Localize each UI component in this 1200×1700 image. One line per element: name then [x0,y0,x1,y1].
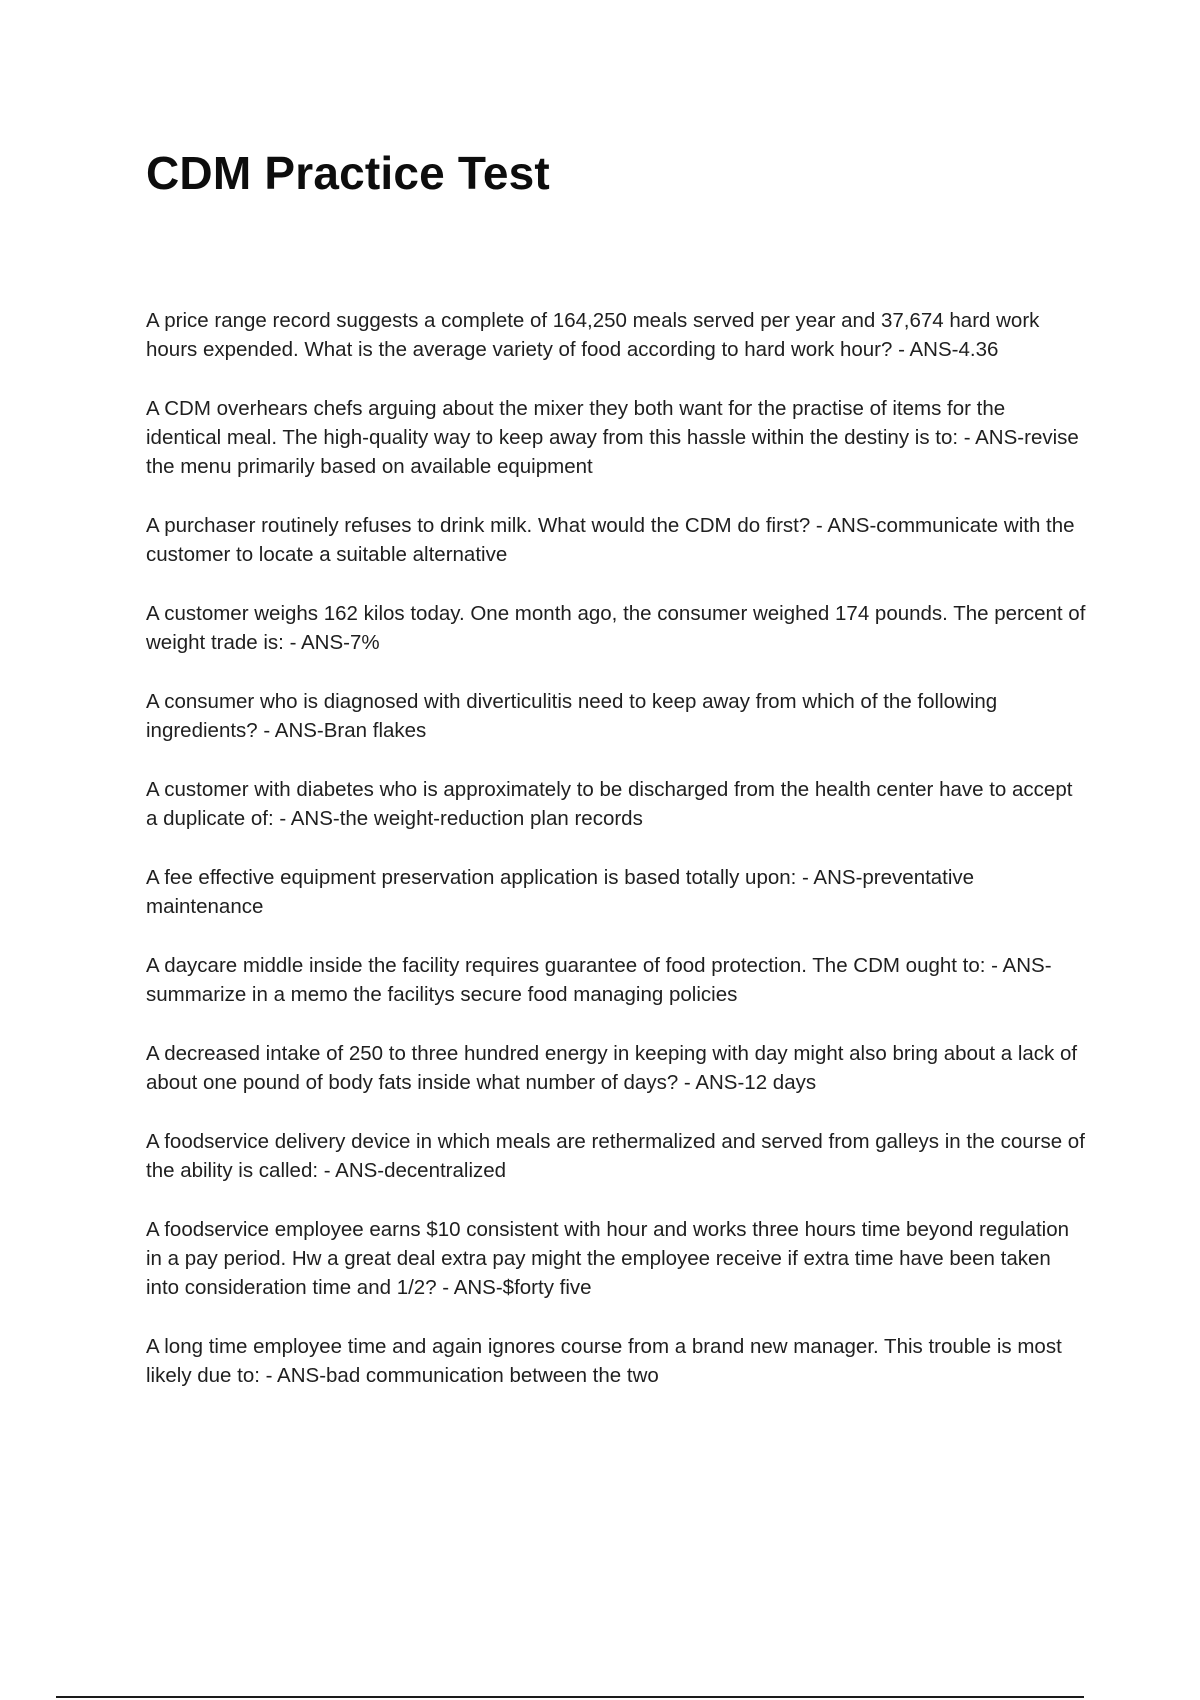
question-item-8: A daycare middle inside the facility requires guarantee of food protection. The CDM ought to: - ANS-summarize in a memo the facilitys secure food managing policies [146,954,1052,1006]
question-item-3: A purchaser routinely refuses to drink milk. What would the CDM do first? - ANS-communicate with the customer to locate a suitable alternative [146,514,1075,566]
question-item-5: A consumer who is diagnosed with diverticulitis need to keep away from which of the following ingredients? - ANS-Bran flakes [146,690,998,742]
question-item-9: A decreased intake of 250 to three hundred energy in keeping with day might also bring about a lack of about one pound of body fats inside what number of days? - ANS-12 days [146,1042,1078,1094]
question-list [146,306,1086,1420]
question-item-2: A CDM overhears chefs arguing about the mixer they both want for the practise of items for the identical meal. The high-quality way to keep away from this hassle within the destiny is to: - ANS-revise the menu primarily based on available equipment [146,397,1079,478]
question-item-4: A customer weighs 162 kilos today. One month ago, the consumer weighed 174 pounds. The percent of weight trade is: - ANS-7% [146,602,1086,654]
question-item-12: A long time employee time and again ignores course from a brand new manager. This trouble is most likely due to: - ANS-bad communication between the two [146,1335,1062,1387]
question-item-11: A foodservice employee earns $10 consistent with hour and works three hours time beyond regulation in a pay period. Hw a great deal extra pay might the employee receive if extra time have been taken into consideration time and 1/2? - ANS-$forty five [146,1218,1070,1299]
question-item-7: A fee effective equipment preservation application is based totally upon: - ANS-preventative maintenance [146,866,975,918]
question-item-6: A customer with diabetes who is approximately to be discharged from the health center have to accept a duplicate of: - ANS-the weight-reduction plan records [146,778,1073,830]
footer-divider [56,1696,1084,1698]
question-item-10: A foodservice delivery device in which meals are rethermalized and served from galleys in the course of the ability is called: - ANS-decentralized [146,1130,1085,1182]
page-title: CDM Practice Test [146,147,550,199]
question-item-1: A price range record suggests a complete of 164,250 meals served per year and 37,674 hard work hours expended. What is the average variety of food according to hard work hour? - ANS-4.36 [146,309,1040,361]
